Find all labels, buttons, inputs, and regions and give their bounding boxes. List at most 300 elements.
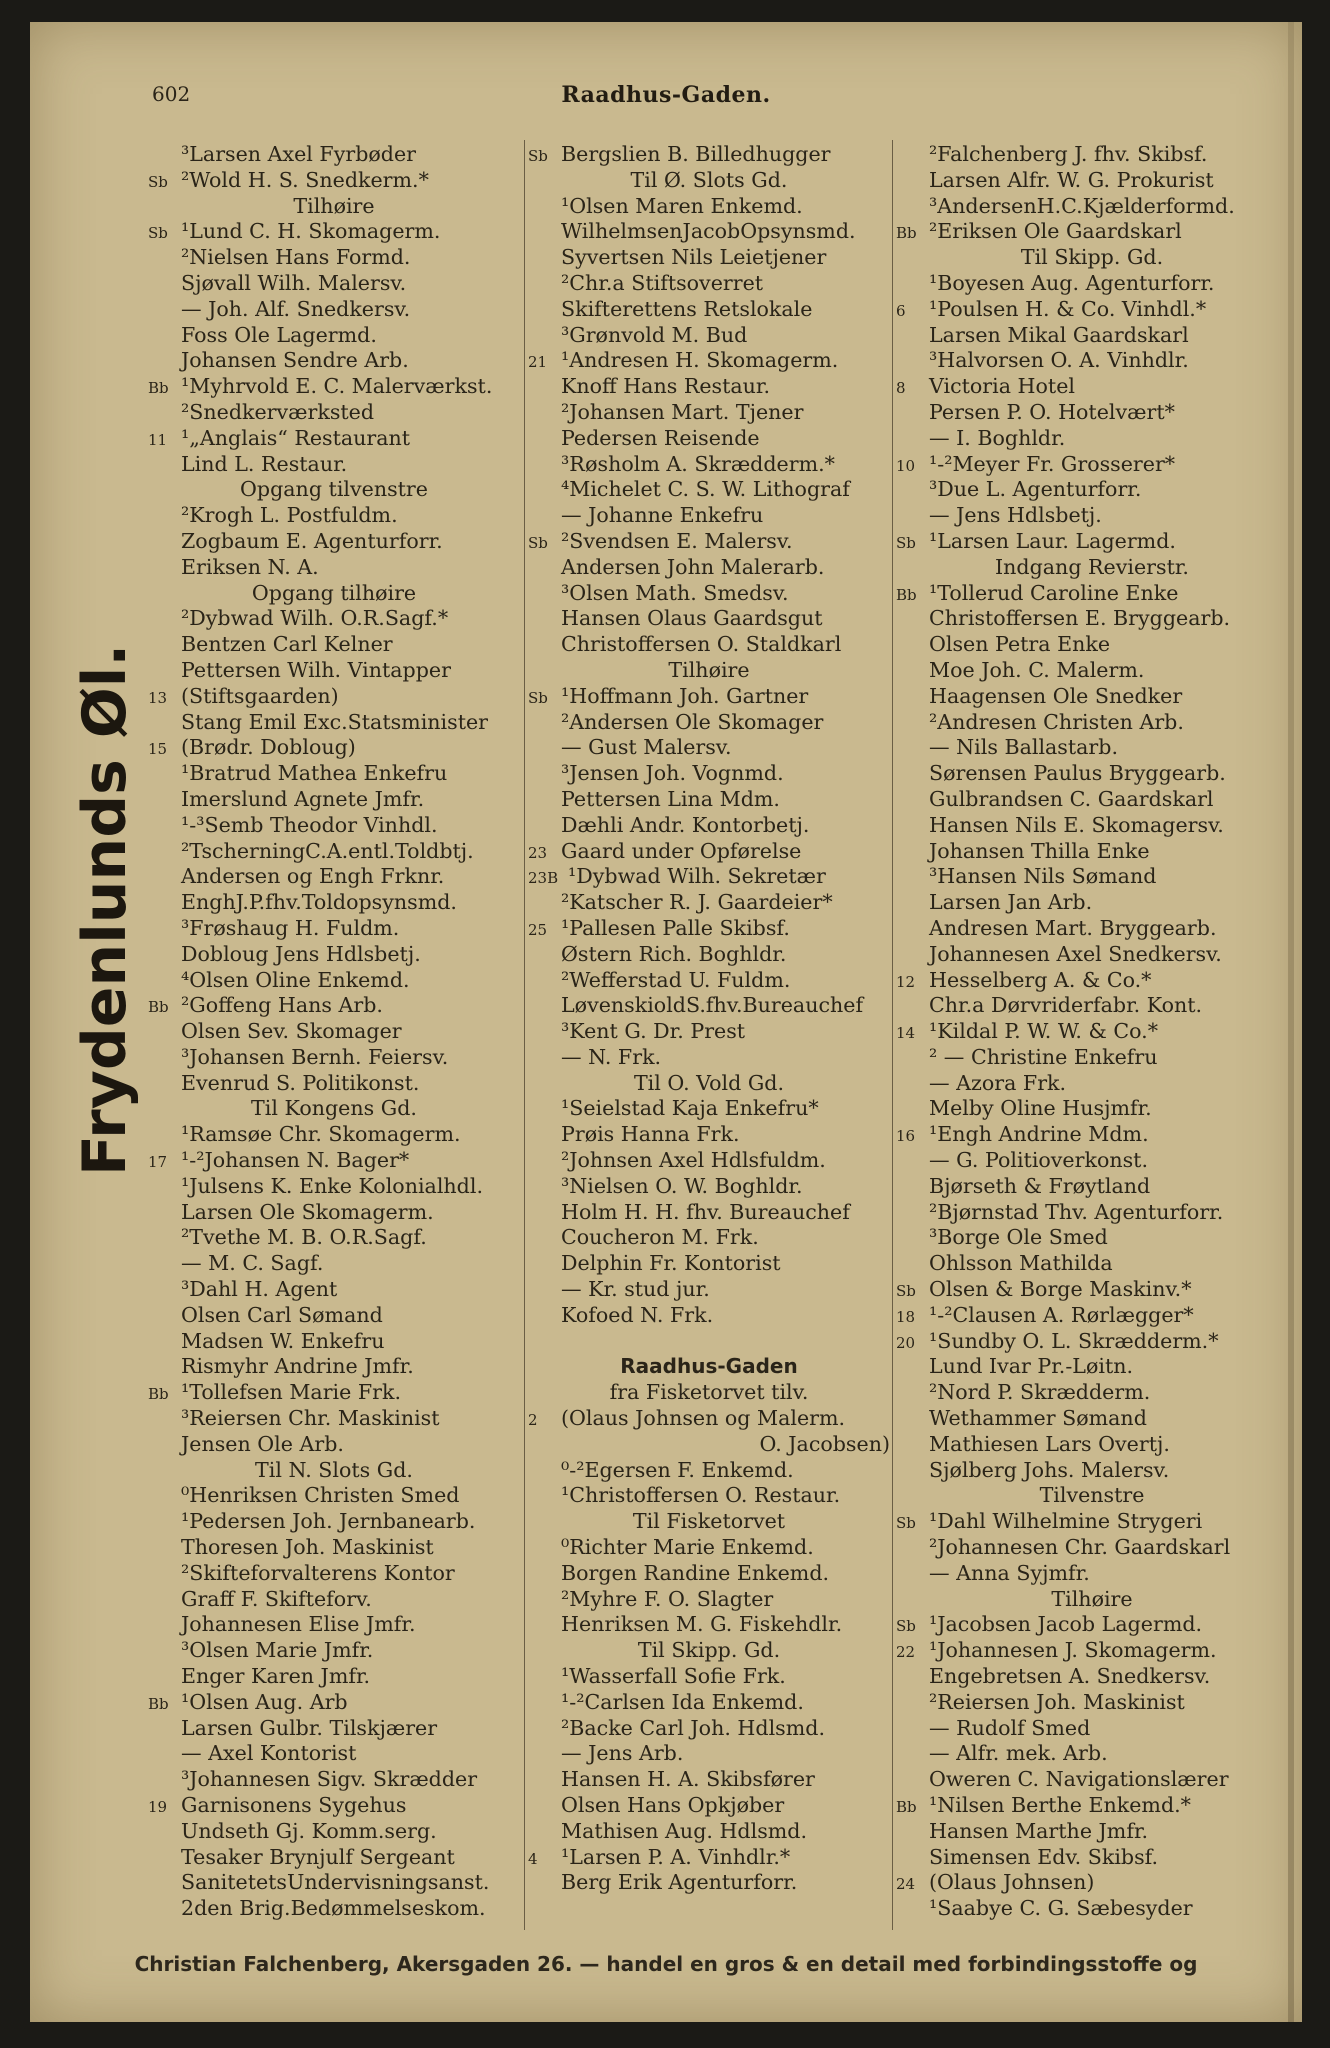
entry-text: ⁴Michelet C. S. W. Lithograf bbox=[561, 477, 850, 502]
entry-text: ⁰Richter Marie Enkemd. bbox=[561, 1535, 814, 1560]
directory-entry bbox=[896, 1277, 1288, 1303]
directory-entry bbox=[896, 1845, 1288, 1871]
entry-prefix: 12 bbox=[896, 972, 916, 991]
entry-text: Olsen Petra Enke bbox=[929, 632, 1111, 657]
directory-entry bbox=[896, 1122, 1288, 1148]
directory-entry bbox=[148, 1509, 520, 1535]
entry-text: Til Ø. Slots Gd. bbox=[630, 167, 788, 192]
directory-entry bbox=[148, 813, 520, 839]
directory-entry bbox=[148, 1251, 520, 1277]
entry-text: Til Kongens Gd. bbox=[251, 1096, 417, 1121]
directory-entry bbox=[528, 1483, 890, 1509]
directory-entry bbox=[528, 1716, 890, 1742]
directory-entry bbox=[148, 1664, 520, 1690]
section-heading bbox=[528, 1354, 890, 1380]
entry-text: Til Skipp. Gd. bbox=[1020, 245, 1164, 270]
entry-text: — Johanne Enkefru bbox=[561, 503, 764, 528]
entry-text: Sørensen Paulus Bryggearb. bbox=[929, 761, 1226, 786]
entry-text: Henriksen M. G. Fiskehdlr. bbox=[561, 1612, 843, 1637]
entry-text: ³Dahl H. Agent bbox=[181, 1277, 338, 1302]
directory-entry bbox=[528, 297, 890, 323]
entry-text: Persen P. O. Hotelvært* bbox=[929, 399, 1175, 424]
entry-prefix: Bb bbox=[148, 998, 169, 1017]
entry-text: Andersen og Engh Frknr. bbox=[181, 864, 445, 889]
entry-text: ⁰Henriksen Christen Smed bbox=[181, 1483, 460, 1508]
entry-text: ²Eriksen Ole Gaardskarl bbox=[929, 219, 1182, 244]
directory-entry bbox=[148, 839, 520, 865]
entry-text: Til Fisketorvet bbox=[632, 1509, 786, 1534]
directory-entry bbox=[528, 452, 890, 478]
entry-text: ²Andersen Ole Skomager bbox=[561, 709, 824, 734]
directory-entry bbox=[528, 503, 890, 529]
directory-entry bbox=[896, 477, 1288, 503]
directory-entry bbox=[528, 323, 890, 349]
entry-prefix: Bb bbox=[148, 1694, 169, 1713]
entry-text: Olsen & Borge Maskinv.* bbox=[929, 1277, 1192, 1302]
directory-entry bbox=[896, 864, 1288, 890]
entry-text: ²Falchenberg J. fhv. Skibsf. bbox=[929, 142, 1208, 166]
entry-text: ²Tvethe M. B. O.R.Sagf. bbox=[181, 1225, 427, 1250]
directory-entry bbox=[148, 606, 520, 632]
directory-entry bbox=[896, 968, 1288, 994]
directory-entry bbox=[148, 1019, 520, 1045]
entry-text: Andresen Mart. Bryggearb. bbox=[929, 915, 1217, 940]
entry-text: ¹-³Semb Theodor Vinhdl. bbox=[181, 812, 438, 837]
entry-text: Wethammer Sømand bbox=[929, 1406, 1147, 1431]
directory-entry bbox=[896, 348, 1288, 374]
directory-entry bbox=[528, 761, 890, 787]
directory-entry bbox=[148, 1303, 520, 1329]
directory-entry bbox=[148, 1767, 520, 1793]
directory-entry bbox=[528, 1845, 890, 1871]
entry-text: Til Skipp. Gd. bbox=[637, 1638, 781, 1663]
directory-entry bbox=[148, 968, 520, 994]
entry-text: Imerslund Agnete Jmfr. bbox=[181, 786, 425, 811]
entry-text: ¹Tollefsen Marie Frk. bbox=[181, 1380, 402, 1405]
entry-text: Bentzen Carl Kelner bbox=[181, 632, 393, 657]
entry-text: Raadhus-Gaden bbox=[620, 1354, 798, 1379]
entry-text: Berg Erik Agenturforr. bbox=[561, 1870, 798, 1895]
entry-text: Chr.a Dørvriderfabr. Kont. bbox=[929, 993, 1203, 1018]
column-divider bbox=[524, 140, 525, 1930]
entry-text: Graff F. Skifteforv. bbox=[181, 1586, 372, 1611]
directory-entry bbox=[148, 684, 520, 710]
entry-text: ²Andresen Christen Arb. bbox=[929, 709, 1184, 734]
entry-text: Larsen Jan Arb. bbox=[929, 890, 1093, 915]
entry-text: Lind L. Restaur. bbox=[181, 451, 348, 476]
entry-text: — Anna Syjmfr. bbox=[929, 1560, 1090, 1585]
entry-text: ²Nielsen Hans Formd. bbox=[181, 245, 411, 270]
directory-entry bbox=[528, 1406, 890, 1432]
directory-entry bbox=[896, 1793, 1288, 1819]
entry-text: ³Olsen Math. Smedsv. bbox=[561, 580, 789, 605]
directory-entry bbox=[528, 581, 890, 607]
directory-entry bbox=[148, 1354, 520, 1380]
directory-entry bbox=[528, 400, 890, 426]
directory-entry bbox=[896, 890, 1288, 916]
directory-entry bbox=[528, 271, 890, 297]
entry-text: Hansen H. A. Skibsfører bbox=[561, 1767, 815, 1792]
directory-entry bbox=[896, 452, 1288, 478]
entry-text: ¹Olsen Aug. Arb bbox=[181, 1689, 348, 1714]
entry-text: Larsen Gulbr. Tilskjærer bbox=[181, 1715, 438, 1740]
directory-entry bbox=[148, 1741, 520, 1767]
entry-text: — Kr. stud jur. bbox=[561, 1277, 710, 1302]
entry-prefix: 14 bbox=[896, 1024, 916, 1043]
entry-prefix: 25 bbox=[528, 920, 548, 939]
directory-entry bbox=[148, 1638, 520, 1664]
directory-entry bbox=[528, 426, 890, 452]
entry-text: ²Johnsen Axel Hdlsfuldm. bbox=[561, 1148, 826, 1173]
directory-entry bbox=[896, 839, 1288, 865]
entry-prefix: Sb bbox=[148, 172, 168, 191]
entry-text: ¹Nilsen Berthe Enkemd.* bbox=[929, 1793, 1191, 1817]
entry-text: ¹Johannesen J. Skomagerm. bbox=[929, 1638, 1217, 1663]
directory-entry bbox=[896, 168, 1288, 194]
entry-text: Enger Karen Jmfr. bbox=[181, 1664, 371, 1689]
directory-entry bbox=[528, 374, 890, 400]
entry-text: Hansen Olaus Gaardsgut bbox=[561, 606, 823, 631]
directory-entry bbox=[896, 787, 1288, 813]
entry-text: Coucheron M. Frk. bbox=[561, 1225, 759, 1250]
entry-text: Opgang tilhøire bbox=[251, 580, 417, 605]
entry-prefix: 21 bbox=[528, 353, 548, 372]
entry-prefix: Sb bbox=[896, 1282, 916, 1301]
directory-entry bbox=[148, 761, 520, 787]
entry-text: — Gust Malersv. bbox=[561, 735, 732, 760]
directory-entry bbox=[528, 735, 890, 761]
entry-text: LøvenskioldS.fhv.Bureauchef bbox=[561, 993, 864, 1018]
directory-entry bbox=[528, 684, 890, 710]
entry-text: Til N. Slots Gd. bbox=[255, 1457, 413, 1482]
entry-text: ¹Boyesen Aug. Agenturforr. bbox=[929, 270, 1215, 295]
entry-text: Johansen Thilla Enke bbox=[929, 838, 1150, 863]
directory-entry bbox=[148, 1870, 520, 1896]
entry-text: Pedersen Reisende bbox=[561, 425, 760, 450]
entry-text: fra Fisketorvet tilv. bbox=[609, 1380, 809, 1405]
entry-text: SanitetetsUndervisningsanst. bbox=[181, 1870, 490, 1895]
directory-entry bbox=[148, 1380, 520, 1406]
directory-entry bbox=[148, 864, 520, 890]
directory-entry bbox=[148, 916, 520, 942]
entry-text: Thoresen Joh. Maskinist bbox=[181, 1535, 434, 1560]
entry-text: Bjørseth & Frøytland bbox=[929, 1173, 1151, 1198]
entry-text: Hansen Nils E. Skomagersv. bbox=[929, 812, 1224, 837]
entry-text: Johannesen Elise Jmfr. bbox=[181, 1612, 416, 1637]
directory-entry bbox=[896, 1174, 1288, 1200]
directory-entry bbox=[148, 503, 520, 529]
entry-text: ²Krogh L. Postfuldm. bbox=[181, 503, 398, 528]
directory-entry bbox=[528, 194, 890, 220]
directory-entry bbox=[148, 1225, 520, 1251]
entry-text: Eriksen N. A. bbox=[181, 554, 319, 579]
entry-text: Madsen W. Enkefru bbox=[181, 1328, 385, 1353]
directory-entry bbox=[896, 323, 1288, 349]
entry-text: Undseth Gj. Komm.serg. bbox=[181, 1818, 437, 1843]
entry-text: Opgang tilvenstre bbox=[240, 477, 428, 502]
section-heading bbox=[528, 658, 890, 684]
entry-text: ³Grønvold M. Bud bbox=[561, 322, 748, 347]
entry-text: ²Snedkerværksted bbox=[181, 399, 375, 424]
entry-text: Victoria Hotel bbox=[929, 374, 1075, 399]
entry-text: Dæhli Andr. Kontorbetj. bbox=[561, 812, 810, 837]
directory-entry bbox=[896, 1354, 1288, 1380]
directory-entry bbox=[148, 1174, 520, 1200]
directory-entry bbox=[528, 606, 890, 632]
entry-text: Hesselberg A. & Co.* bbox=[929, 967, 1152, 992]
section-heading bbox=[148, 1096, 520, 1122]
entry-text: ¹Bratrud Mathea Enkefru bbox=[181, 761, 448, 786]
entry-text: O. Jacobsen) bbox=[759, 1431, 890, 1456]
entry-text: — Jens Hdlsbetj. bbox=[929, 503, 1102, 528]
entry-text: (Olaus Johnsen) bbox=[929, 1870, 1095, 1895]
directory-entry bbox=[148, 787, 520, 813]
entry-text: ¹Lund C. H. Skomagerm. bbox=[181, 219, 441, 244]
directory-entry bbox=[148, 890, 520, 916]
entry-prefix: 15 bbox=[148, 740, 168, 759]
entry-text: Dobloug Jens Hdlsbetj. bbox=[181, 941, 421, 966]
entry-text: ¹Andresen H. Skomagerm. bbox=[561, 348, 839, 373]
directory-entry bbox=[896, 1200, 1288, 1226]
directory-entry bbox=[528, 1200, 890, 1226]
entry-text: (Brødr. Dobloug) bbox=[181, 735, 356, 760]
entry-prefix: 22 bbox=[896, 1643, 916, 1662]
directory-entry bbox=[148, 400, 520, 426]
directory-entry bbox=[528, 710, 890, 736]
section-heading bbox=[148, 477, 520, 503]
directory-entry bbox=[896, 1612, 1288, 1638]
entry-text: Prøis Hanna Frk. bbox=[561, 1122, 740, 1147]
directory-entry bbox=[148, 323, 520, 349]
directory-entry bbox=[528, 942, 890, 968]
directory-entry bbox=[148, 348, 520, 374]
directory-entry bbox=[896, 761, 1288, 787]
directory-entry bbox=[148, 271, 520, 297]
entry-text: ¹Jacobsen Jacob Lagermd. bbox=[929, 1612, 1203, 1637]
directory-entry bbox=[148, 632, 520, 658]
directory-entry bbox=[896, 194, 1288, 220]
entry-prefix: 6 bbox=[896, 301, 906, 320]
directory-entry bbox=[148, 555, 520, 581]
directory-entry bbox=[528, 1432, 890, 1458]
directory-entry bbox=[896, 735, 1288, 761]
directory-entry bbox=[528, 916, 890, 942]
entry-prefix: Bb bbox=[148, 1385, 169, 1404]
entry-text: ²Reiersen Joh. Maskinist bbox=[929, 1689, 1185, 1714]
entry-text: ²Johannesen Chr. Gaardskarl bbox=[929, 1535, 1231, 1560]
entry-text: Christoffersen O. Staldkarl bbox=[561, 632, 842, 657]
entry-prefix: Sb bbox=[896, 1514, 916, 1533]
directory-entry bbox=[896, 1432, 1288, 1458]
directory-entry bbox=[148, 426, 520, 452]
entry-text: ³Frøshaug H. Fuldm. bbox=[181, 915, 400, 940]
entry-text: ¹Poulsen H. & Co. Vinhdl.* bbox=[929, 296, 1207, 321]
entry-text: ¹Julsens K. Enke Kolonialhdl. bbox=[181, 1173, 483, 1198]
entry-prefix: 16 bbox=[896, 1127, 916, 1146]
entry-text: ¹Pallesen Palle Skibsf. bbox=[561, 915, 790, 940]
entry-text: ¹Ramsøe Chr. Skomagerm. bbox=[181, 1122, 461, 1147]
entry-text: ¹Christoffersen O. Restaur. bbox=[561, 1483, 841, 1508]
entry-text: Sjølberg Johs. Malersv. bbox=[929, 1457, 1170, 1482]
entry-text: Garnisonens Sygehus bbox=[181, 1793, 407, 1817]
section-heading bbox=[528, 1071, 890, 1097]
directory-entry bbox=[148, 1612, 520, 1638]
entry-text: ² — Christine Enkefru bbox=[929, 1044, 1158, 1069]
directory-entry bbox=[896, 1225, 1288, 1251]
entry-text: ¹Dybwad Wilh. Sekretær bbox=[568, 864, 826, 889]
entry-text: ¹-²Johansen N. Bager* bbox=[181, 1148, 410, 1173]
entry-text: ³Nielsen O. W. Boghldr. bbox=[561, 1173, 803, 1198]
entry-text: Larsen Alfr. W. G. Prokurist bbox=[929, 167, 1214, 192]
entry-text: ¹Sundby O. L. Skrædderm.* bbox=[929, 1328, 1219, 1353]
entry-prefix: Bb bbox=[148, 379, 169, 398]
entry-text: EnghJ.P.fhv.Toldopsynsmd. bbox=[181, 890, 457, 915]
section-heading bbox=[896, 555, 1288, 581]
entry-text: Østern Rich. Boghldr. bbox=[561, 941, 787, 966]
entry-prefix: 23 bbox=[528, 843, 548, 862]
directory-column-3 bbox=[896, 142, 1288, 1922]
directory-entry bbox=[528, 1096, 890, 1122]
directory-entry bbox=[148, 1483, 520, 1509]
entry-text: Hansen Marthe Jmfr. bbox=[929, 1818, 1149, 1843]
entry-text: ⁴Olsen Oline Enkemd. bbox=[181, 967, 410, 992]
entry-prefix: Bb bbox=[896, 585, 917, 604]
directory-entry bbox=[896, 1716, 1288, 1742]
entry-prefix: 11 bbox=[148, 430, 168, 449]
entry-text: Skifterettens Retslokale bbox=[561, 296, 813, 321]
entry-text: ⁰-²Egersen F. Enkemd. bbox=[561, 1457, 794, 1482]
entry-text: Olsen Sev. Skomager bbox=[181, 1019, 402, 1044]
entry-text: Delphin Fr. Kontorist bbox=[561, 1251, 781, 1276]
entry-text: ¹Larsen Laur. Lagermd. bbox=[929, 528, 1176, 553]
entry-text: Johansen Sendre Arb. bbox=[181, 348, 409, 373]
entry-text: ¹Larsen P. A. Vinhdlr.* bbox=[561, 1844, 791, 1869]
section-heading bbox=[528, 168, 890, 194]
entry-text: ¹„Anglais“ Restaurant bbox=[181, 425, 411, 450]
entry-text: — N. Frk. bbox=[561, 1044, 662, 1069]
directory-entry bbox=[896, 1148, 1288, 1174]
entry-text: Engebretsen A. Snedkersv. bbox=[929, 1664, 1211, 1689]
directory-entry bbox=[896, 1767, 1288, 1793]
directory-entry bbox=[896, 142, 1288, 168]
entry-text: ²Wefferstad U. Fuldm. bbox=[561, 967, 791, 992]
directory-entry bbox=[528, 1277, 890, 1303]
entry-prefix: 24 bbox=[896, 1875, 916, 1894]
directory-entry bbox=[528, 1148, 890, 1174]
entry-prefix: 4 bbox=[528, 1849, 538, 1868]
section-heading bbox=[528, 1509, 890, 1535]
directory-entry bbox=[896, 374, 1288, 400]
entry-text: Olsen Hans Opkjøber bbox=[561, 1793, 785, 1817]
section-heading bbox=[148, 194, 520, 220]
directory-entry bbox=[528, 864, 890, 890]
entry-prefix: Sb bbox=[896, 533, 916, 552]
directory-entry bbox=[528, 1612, 890, 1638]
entry-text: ¹-²Meyer Fr. Grosserer* bbox=[929, 451, 1176, 476]
directory-entry bbox=[528, 993, 890, 1019]
directory-entry bbox=[528, 142, 890, 168]
entry-text: Haagensen Ole Snedker bbox=[929, 683, 1183, 708]
directory-entry bbox=[896, 1329, 1288, 1355]
entry-text: ²Svendsen E. Malersv. bbox=[561, 528, 793, 553]
directory-entry bbox=[896, 426, 1288, 452]
section-heading bbox=[148, 1458, 520, 1484]
directory-entry bbox=[148, 658, 520, 684]
directory-entry bbox=[148, 1845, 520, 1871]
page-title: Raadhus-Gaden. bbox=[561, 82, 771, 108]
directory-entry bbox=[896, 1019, 1288, 1045]
entry-text: Melby Oline Husjmfr. bbox=[929, 1096, 1152, 1121]
directory-entry bbox=[896, 1741, 1288, 1767]
entry-text: ²Backe Carl Joh. Hdlsmd. bbox=[561, 1715, 825, 1740]
directory-entry bbox=[528, 219, 890, 245]
directory-entry bbox=[148, 1406, 520, 1432]
entry-text: ¹Saabye C. G. Sæbesyder bbox=[929, 1896, 1193, 1921]
directory-entry bbox=[148, 529, 520, 555]
directory-entry bbox=[148, 374, 520, 400]
entry-text: ¹Seielstad Kaja Enkefru* bbox=[561, 1096, 819, 1121]
entry-text: Oweren C. Navigationslærer bbox=[929, 1767, 1229, 1792]
entry-prefix: 13 bbox=[148, 688, 168, 707]
directory-entry bbox=[528, 1587, 890, 1613]
directory-entry bbox=[896, 632, 1288, 658]
entry-text: ¹Dahl Wilhelmine Strygeri bbox=[929, 1509, 1203, 1534]
entry-text: — Axel Kontorist bbox=[181, 1741, 357, 1766]
directory-entry bbox=[528, 890, 890, 916]
directory-entry bbox=[148, 1277, 520, 1303]
directory-entry bbox=[896, 400, 1288, 426]
directory-entry bbox=[528, 632, 890, 658]
entry-text: Larsen Ole Skomagerm. bbox=[181, 1199, 434, 1224]
entry-text: Tilvenstre bbox=[1039, 1483, 1145, 1508]
directory-entry bbox=[528, 529, 890, 555]
entry-text: ¹-²Carlsen Ida Enkemd. bbox=[561, 1689, 804, 1714]
entry-text: — Joh. Alf. Snedkersv. bbox=[181, 296, 411, 321]
entry-text: ¹Engh Andrine Mdm. bbox=[929, 1122, 1149, 1147]
directory-entry bbox=[148, 297, 520, 323]
entry-prefix: 23B bbox=[528, 869, 559, 888]
entry-text: WilhelmsenJacobOpsynsmd. bbox=[561, 219, 856, 244]
directory-entry bbox=[528, 968, 890, 994]
directory-entry bbox=[528, 1045, 890, 1071]
directory-entry bbox=[896, 1896, 1288, 1922]
directory-entry bbox=[148, 1045, 520, 1071]
entry-text: ²Johansen Mart. Tjener bbox=[561, 399, 804, 424]
entry-text: ²Nord P. Skrædderm. bbox=[929, 1380, 1151, 1405]
entry-text: Christoffersen E. Bryggearb. bbox=[929, 606, 1231, 631]
directory-column-1 bbox=[148, 142, 520, 1922]
directory-entry bbox=[896, 1071, 1288, 1097]
entry-text: Gaard under Opførelse bbox=[561, 838, 802, 863]
directory-entry bbox=[896, 1509, 1288, 1535]
entry-text: ¹Hoffmann Joh. Gartner bbox=[561, 683, 809, 708]
directory-entry bbox=[896, 942, 1288, 968]
entry-prefix: Sb bbox=[528, 688, 548, 707]
entry-text: Tilhøire bbox=[1051, 1586, 1133, 1611]
directory-entry bbox=[896, 529, 1288, 555]
section-heading bbox=[148, 581, 520, 607]
directory-entry bbox=[528, 1122, 890, 1148]
directory-entry bbox=[896, 271, 1288, 297]
entry-text: — I. Boghldr. bbox=[929, 425, 1066, 450]
directory-entry bbox=[528, 1767, 890, 1793]
entry-text: ¹Olsen Maren Enkemd. bbox=[561, 193, 803, 218]
entry-text: Stang Emil Exc.Statsminister bbox=[181, 709, 489, 734]
page-number: 602 bbox=[152, 82, 191, 106]
entry-text: Johannesen Axel Snedkersv. bbox=[929, 941, 1222, 966]
entry-text: ²TscherningC.A.entl.Toldbtj. bbox=[181, 838, 474, 863]
entry-text: ²Chr.a Stiftsoverret bbox=[561, 270, 764, 295]
